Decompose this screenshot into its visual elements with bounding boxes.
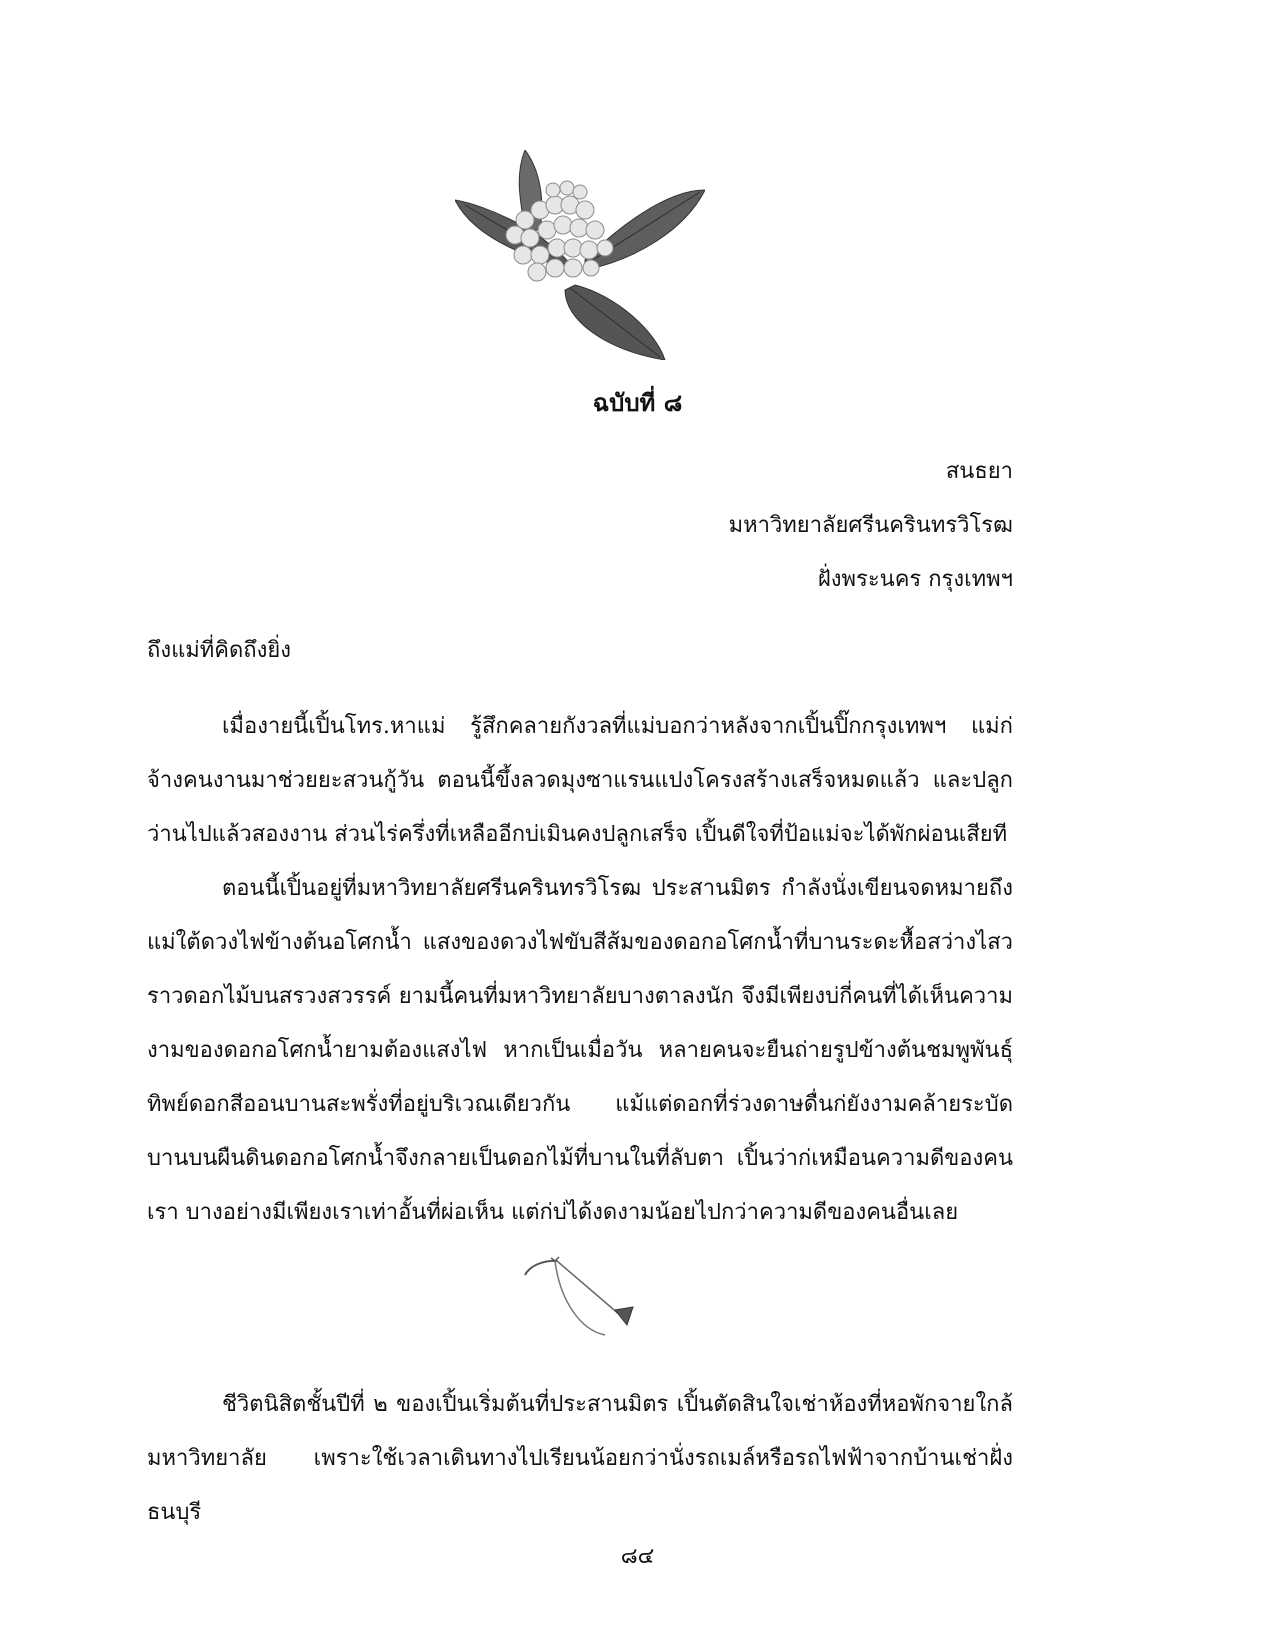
paragraph: ตอนนี้เปิ้นอยู่ที่มหาวิทยาลัยศรีนครินทรวิโรฒ ประสานมิตร กำลังนั่งเขียนจดหมายถึงแม่ใต้ดวงไฟข้างต้นอโศกน้ำ แสงของดวงไฟขับสีส้มของดอกอโศกน้ำที่บานระดะหื้อสว่างไสวราวดอกไม้บนสรวงสวรรค์ ยามนี้คนที่มหาวิทยาลัยบางตาลงนัก จึงมีเพียงบ่กี่คนที่ได้เห็นความงามของดอกอโศกน้ำยามต้องแสงไฟ หากเป็นเมื่อวัน หลายคนจะยืนถ่ายรูปข้างต้นชมพูพันธุ์ทิพย์ดอกสีออนบานสะพรั่งที่อยู่บริเวณเดียวกัน แม้แต่ดอกที่ร่วงดาษดื่นก่ยังงามคล้ายระบัดบานบนผืนดินดอกอโศกน้ำจึงกลายเป็นดอกไม้ที่บานในที่ลับตา เปิ้นว่าก่เหมือนความดีของคนเรา บางอย่างมีเพียงเราเท่าอั้นที่ผ่อเห็น แต่ก่บ่ได้งดงามน้อยไปกว่าความดีของคนอื่นเลย <box>147 876 1013 1225</box>
flower-illustration <box>455 150 705 360</box>
paragraph: เมื่องายนี้เปิ้นโทร.หาแม่ รู้สึกคลายกังวลที่แม่บอกว่าหลังจากเปิ้นปิ๊กกรุงเทพฯ แม่ก่จ้างคนงานมาช่วยยะสวนกู้วัน ตอนนี้ขึ้งลวดมุงซาแรนแปงโครงสร้างเสร็จหมดแล้ว และปลูกว่านไปแล้วสองงาน ส่วนไร่ครึ่งที่เหลืออีกบ่เมินคงปลูกเสร็จ เปิ้นดีใจที่ป้อแม่จะได้พักผ่อนเสียที <box>147 714 1013 847</box>
chapter-title: ฉบับที่ ๘ <box>592 388 683 417</box>
address-line: สนธยา <box>945 459 1013 484</box>
bow-arrow-ornament <box>515 1255 645 1345</box>
sender-address <box>729 454 1013 616</box>
paragraph: ชีวิตนิสิตชั้นปีที่ ๒ ของเปิ้นเริ่มต้นที่ประสานมิตร เปิ้นตัดสินใจเช่าห้องที่หอพักจายใกล้มหาวิทยาลัย เพราะใช้เวลาเดินทางไปเรียนน้อยกว่านั่งรถเมล์หรือรถไฟฟ้าจากบ้านเช่าฝั่งธนบุรี <box>147 1392 1013 1525</box>
salutation: ถึงแม่ที่คิดถึงยิ่ง <box>147 638 291 663</box>
page-number: ๘๔ <box>620 1544 655 1569</box>
letter-body <box>147 700 1013 1240</box>
address-line: ฝั่งพระนคร กรุงเทพฯ <box>817 567 1013 592</box>
address-line: มหาวิทยาลัยศรีนครินทรวิโรฒ <box>728 513 1013 538</box>
letter-body-continued <box>147 1378 1013 1540</box>
